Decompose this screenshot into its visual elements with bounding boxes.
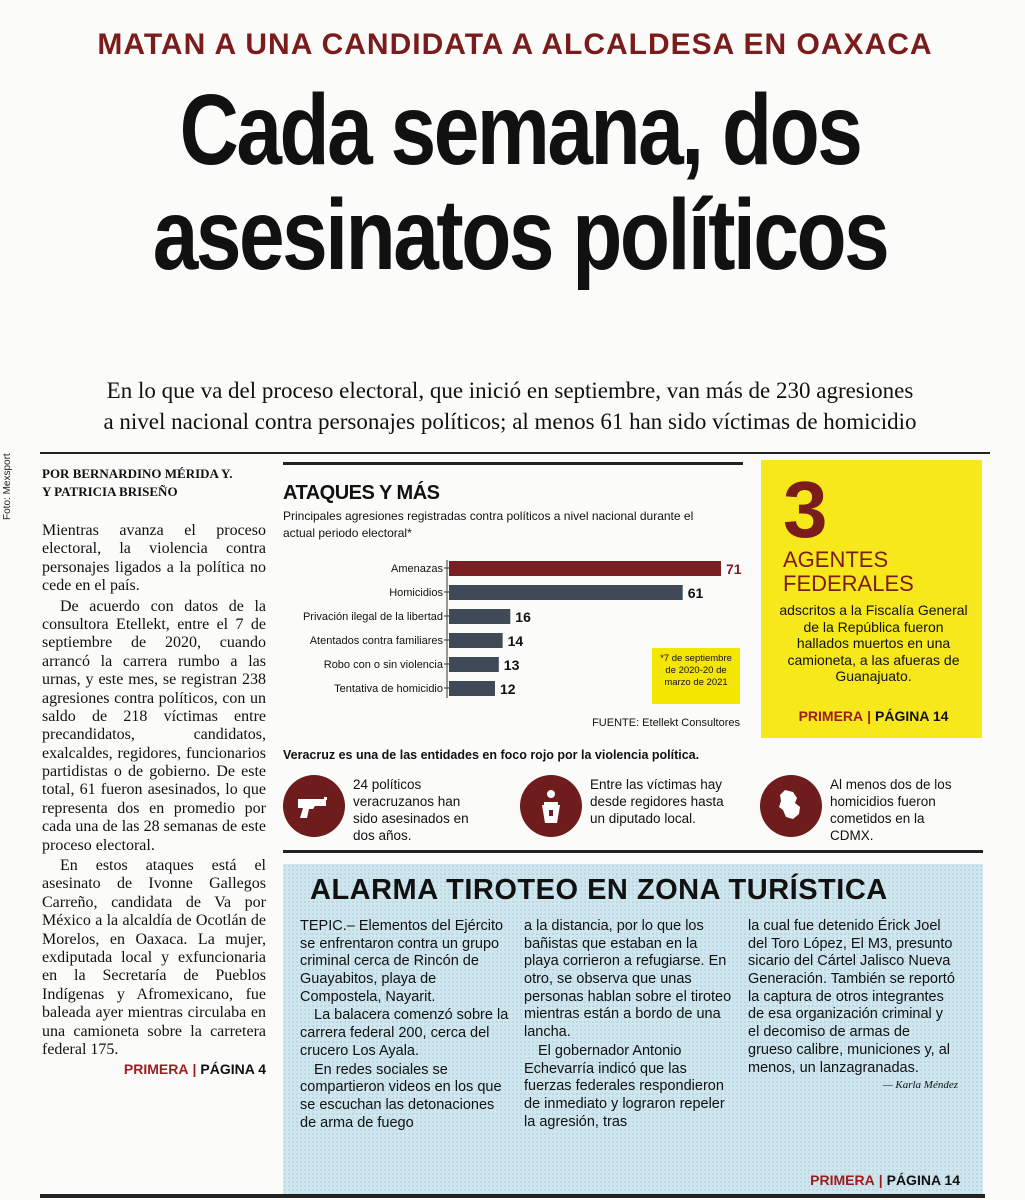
story-paragraph: En redes sociales se compartieron videos en los que se escuchan las detonaciones de arma de fuego xyxy=(300,1061,502,1131)
secondary-title: ALARMA TIROTEO EN ZONA TURÍSTICA xyxy=(310,874,888,906)
secondary-page-reference[interactable]: PRIMERA | PÁGINA 14 xyxy=(810,1172,960,1188)
article-paragraph: Mientras avanza el proceso electoral, la violencia contra personajes ligados a la política no cede en el país. xyxy=(42,522,266,595)
category-label: Robo con o sin violencia xyxy=(323,659,443,671)
bar xyxy=(449,561,721,576)
fact-item xyxy=(283,775,503,843)
bar xyxy=(449,681,495,696)
bar-value-label: 14 xyxy=(507,633,524,649)
map-icon xyxy=(760,775,822,837)
sidebar-number: 3 xyxy=(783,465,828,554)
bar-value-label: 12 xyxy=(499,681,516,697)
article-paragraph: En estos ataques está el asesinato de Ivonne Gallegos Carreño, candidata de Va por México a la alcaldía de Ocotlán de Morelos, en Oaxaca. La mujer, exdiputada local y exfuncionaria en la Secretaría de Pueblos Indígenas y Afromexicano, fue baleada ayer mientras circulaba en una camioneta sobre la carretera federal 175. xyxy=(42,857,266,1058)
headline xyxy=(110,74,930,291)
bar-value-label: 71 xyxy=(726,561,742,577)
deck-line-2: a nivel nacional contra personajes políticos; al menos 61 han sido víctimas de homicidio xyxy=(103,409,917,435)
sidebar-page-reference[interactable]: PRIMERA | PÁGINA 14 xyxy=(798,708,949,724)
headline-line-1: Cada semana, dos xyxy=(179,74,861,186)
ref-page: PÁGINA 4 xyxy=(200,1061,266,1078)
story-paragraph: La balacera comenzó sobre la carrera federal 200, cerca del crucero Los Ayala. xyxy=(300,1007,509,1059)
bar-value-label: 13 xyxy=(503,657,520,673)
chart-title: ATAQUES Y MÁS xyxy=(283,482,440,504)
bar xyxy=(449,585,683,600)
ref-section: PRIMERA xyxy=(810,1172,875,1188)
chart-footnote: *7 de septiembre de 2020-20 de marzo de 2021 xyxy=(652,648,740,704)
story-paragraph: la cual fue detenido Érick Joel del Toro López, El M3, presunto sicario del Cártel Jalisco Nueva Generación. También se reportó la captura de otros integrantes de esa organización criminal y el decomiso de armas de grueso calibre, municiones y, al menos, un lanzagranadas. xyxy=(748,918,955,1076)
ref-section: PRIMERA xyxy=(123,1061,189,1078)
byline xyxy=(42,465,282,501)
story-column xyxy=(300,918,510,1133)
category-label: Amenazas xyxy=(391,563,443,575)
chart-top-rule xyxy=(283,462,743,465)
chart-subtitle: Principales agresiones registradas contra políticos a nivel nacional durante el actual periodo electoral* xyxy=(283,509,694,540)
fact-text: Entre las víctimas hay desde regidores hasta un diputado local. xyxy=(590,777,724,826)
category-label: Atentados contra familiares xyxy=(309,635,443,647)
divider-rule xyxy=(40,452,990,454)
ref-section: PRIMERA xyxy=(798,708,864,724)
byline-line-1: POR BERNARDINO MÉRIDA Y. xyxy=(42,466,233,481)
kicker: MATAN A UNA CANDIDATA A ALCALDESA EN OAXACA xyxy=(97,28,933,61)
bar xyxy=(449,609,510,624)
category-label: Homicidios xyxy=(389,587,443,599)
ref-page: PÁGINA 14 xyxy=(875,708,949,724)
byline-line-2: Y PATRICIA BRISEÑO xyxy=(42,484,178,500)
category-label: Privación ilegal de la libertad xyxy=(302,611,443,623)
pistol-icon xyxy=(283,775,345,837)
photo-credit xyxy=(2,410,16,520)
story-column xyxy=(524,918,734,1133)
deck-line-1: En lo que va del proceso electoral, que inició en septiembre, van más de 230 agresiones xyxy=(106,378,914,403)
secondary-story-body xyxy=(300,918,970,1133)
category-label: Tentativa de homicidio xyxy=(334,683,443,695)
article-page-reference[interactable]: PRIMERA | PÁGINA 4 xyxy=(123,1061,266,1078)
deck xyxy=(30,375,990,437)
story-paragraph: a la distancia, por lo que los bañistas que estaban en la playa corrieron a refugiarse. En otro, se observa que unas personas hablan sobre el tiroteo mientras están a bordo de una lancha. xyxy=(524,918,732,1041)
ref-page: PÁGINA 14 xyxy=(886,1172,960,1188)
bar xyxy=(449,657,499,672)
story-column xyxy=(748,918,958,1133)
fact-text: Al menos dos de los homicidios fueron cometidos en la CDMX. xyxy=(830,777,952,843)
divider-rule xyxy=(283,850,983,853)
article-paragraph: De acuerdo con datos de la consultora Etellekt, entre el 7 de septiembre de 2020, cuando arrancó la carrera rumbo a las urnas, y este mes, se registran 238 agresiones contra políticos, con un saldo de 218 víctimas entre precandidatos, candidatos, exalcaldes, regidores, funcionarios partidistas o de gobierno. De este total, 61 fueron asesinados, lo que representa dos en promedio por cada una de las 28 semanas de este proceso electoral. xyxy=(42,597,266,854)
bar xyxy=(449,633,503,648)
story-paragraph: TEPIC.– Elementos del Ejército se enfrentaron contra un grupo criminal cerca de Rincón de Guayabitos, playa de Compostela, Nayarit. xyxy=(300,918,504,1005)
chart-source: FUENTE: Etellekt Consultores xyxy=(592,717,740,729)
sidebar-title-line-2: FEDERALES xyxy=(783,571,914,597)
story-paragraph: El gobernador Antonio Echevarría indicó que las fuerzas federales respondieron de inmediato y lograron repeler la agresión, tras xyxy=(524,1042,725,1130)
sidebar-text: adscritos a la Fiscalía General de la República fueron hallados muertos en una camioneta, a las afueras de Guanajuato. xyxy=(779,602,968,685)
bar-value-label: 61 xyxy=(687,585,704,601)
sidebar-title xyxy=(783,548,973,596)
veracruz-caption: Veracruz es una de las entidades en foco rojo por la violencia política. xyxy=(283,748,700,762)
fact-text: 24 políticos veracruzanos han sido asesinados en dos años. xyxy=(353,777,469,843)
podium-icon xyxy=(520,775,582,837)
headline-line-2: asesinatos políticos xyxy=(152,179,888,291)
main-article-body xyxy=(42,522,266,1077)
story-signature: — Karla Méndez xyxy=(882,1079,958,1092)
fact-item xyxy=(520,775,740,843)
photo-credit-text: Foto: Mexsport xyxy=(2,453,13,520)
sidebar-title-line-1: AGENTES xyxy=(783,547,889,572)
divider-rule xyxy=(40,1194,985,1198)
fact-item xyxy=(760,775,980,843)
bar-value-label: 16 xyxy=(515,609,531,625)
